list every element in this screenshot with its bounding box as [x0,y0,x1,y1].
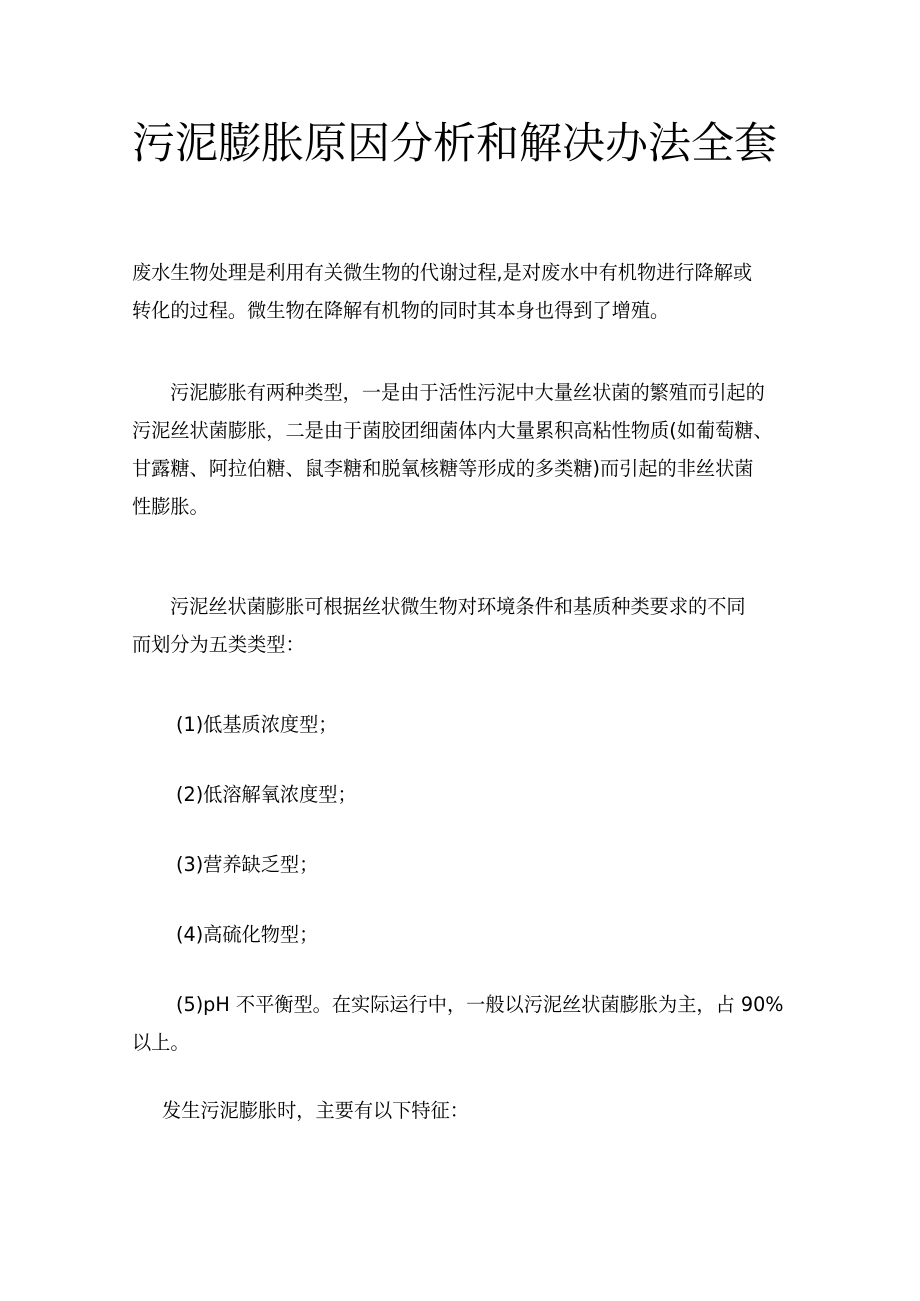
paragraph-line: 污泥丝状菌膨胀可根据丝状微生物对环境条件和基质种类要求的不同 [170,595,746,618]
paragraph-bulking-types [132,374,802,526]
paragraph-line: 甘露糖、阿拉伯糖、鼠李糖和脱氧核糖等形成的多类糖)而引起的非丝状菌 [132,457,754,480]
list-item: (3)营养缺乏型； [176,853,319,876]
paragraph-line: 污泥丝状菌膨胀，二是由于菌胶团细菌体内大量累积高粘性物质(如葡萄糖、 [132,419,773,442]
paragraph-line: 而划分为五类类型： [132,633,305,656]
paragraph-line: 污泥膨胀有两种类型，一是由于活性污泥中大量丝状菌的繁殖而引起的 [170,381,765,404]
list-item: (2)低溶解氧浓度型； [176,783,357,806]
paragraph-line: 转化的过程。微生物在降解有机物的同时其本身也得到了增殖。 [132,299,670,322]
document-title: 污泥膨胀原因分析和解决办法全套 [132,119,777,169]
paragraph-line: 废水生物处理是利用有关微生物的代谢过程,是对废水中有机物进行降解或 [132,261,753,284]
paragraph-features-intro [132,1092,802,1130]
paragraph-line: 以上。 [132,1031,190,1054]
list-item: (1)低基质浓度型； [176,713,338,736]
paragraph-filamentous-classes [132,588,802,664]
paragraph-intro [132,254,802,330]
paragraph-line: (5)pH 不平衡型。在实际运行中，一般以污泥丝状菌膨胀为主，占 90% [176,993,784,1016]
list-item: (4)高硫化物型； [176,923,319,946]
paragraph-line: 性膨胀。 [132,495,209,518]
paragraph-item-5 [132,986,802,1062]
paragraph-line: 发生污泥膨胀时，主要有以下特征： [162,1099,469,1122]
